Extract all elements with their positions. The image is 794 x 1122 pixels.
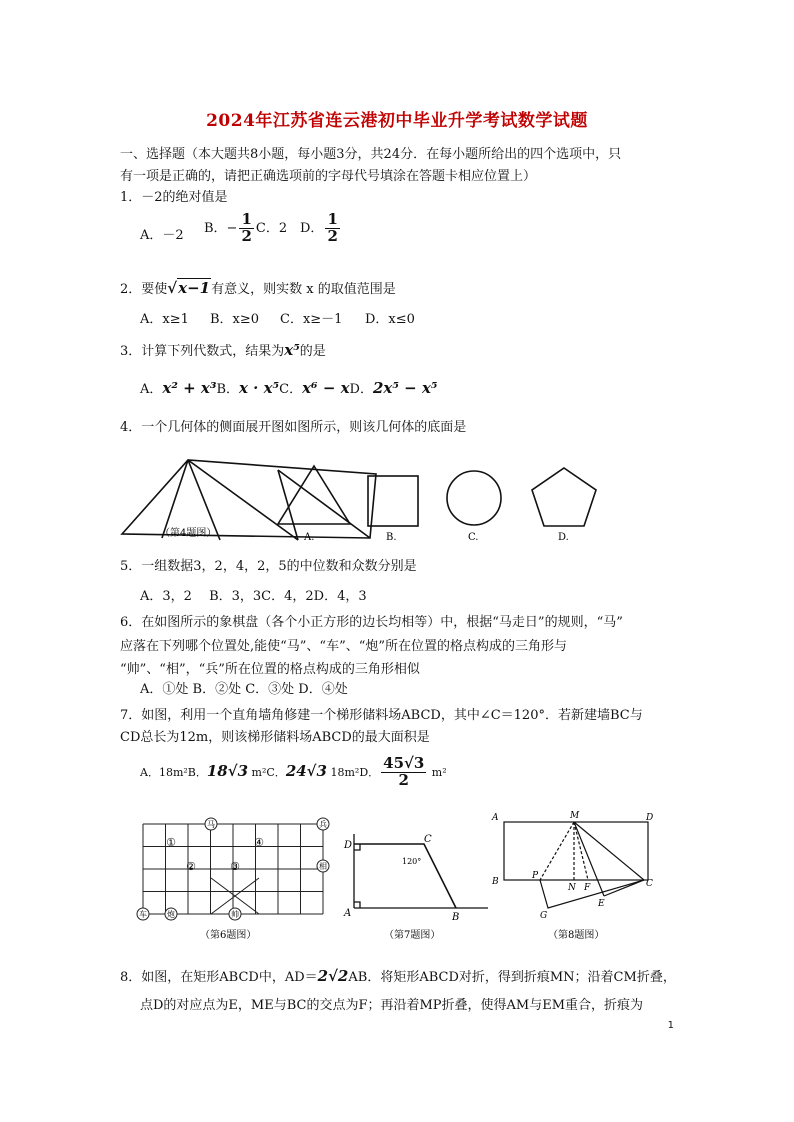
fig8-label-c: C: [646, 879, 653, 889]
mark-3: ③: [230, 860, 240, 873]
q8-line1-post: AB．将矩形ABCD对折，得到折痕MN；沿着CM折叠，: [348, 970, 676, 985]
net-edge-5: [278, 470, 370, 538]
fig7-caption: （第7题图）: [384, 930, 441, 941]
q4-caption: （第4题图）: [160, 528, 217, 539]
fig8-caption: （第8题图）: [548, 930, 605, 941]
q7-option-a: A．18m²B．: [140, 765, 207, 779]
q3-stem-pre: 3．计算下列代数式，结果为: [120, 344, 285, 359]
section-instructions-line2: 有一项是正确的，请把正确选项前的字母代号填涂在答题卡相应位置上）: [120, 169, 537, 184]
q1-d-denominator: 2: [327, 226, 338, 245]
q7-d-denominator: 2: [398, 770, 409, 789]
label-b: B: [452, 912, 460, 923]
q1-option-b-prefix: B．−: [204, 220, 238, 236]
fig8-label-f: F: [584, 883, 591, 893]
q1-option-d-fraction: [325, 212, 339, 245]
q1-b-numerator: 1: [241, 210, 252, 228]
q7-c-expr: 24√3: [285, 761, 327, 780]
q3-stem-post: 的是: [299, 344, 326, 359]
q1-option-b-fraction: [239, 212, 253, 245]
q4-label-c: C.: [468, 532, 479, 543]
q3-a-label: A．: [140, 382, 163, 397]
mark-2: ②: [186, 860, 196, 873]
q6-line3: “帅”、“相”，“兵”所在位置的格点构成的三角形相似: [120, 662, 420, 677]
fig6-caption: （第6题图）: [200, 930, 257, 941]
piece-shuai: 帅: [231, 910, 239, 919]
q6-line2: 应落在下列哪个位置处,能使“马”、“车”、“炮”所在位置的格点构成的三角形与: [120, 639, 568, 654]
section-instructions-line1: 一、选择题（本大题共8小题，每小题3分，共24分．在每小题所给出的四个选项中，只: [120, 147, 622, 162]
q3-d-label: D．: [349, 382, 373, 397]
q7-line1: 7．如图，利用一个直角墙角修建一个梯形储料场ABCD，其中∠C＝120°．若新建墙BC与: [120, 708, 643, 723]
line-ec: [604, 880, 644, 896]
q1-option-d: [300, 212, 342, 245]
q2-stem-pre: 2．要使: [120, 282, 168, 297]
fig8-label-n: N: [568, 883, 576, 893]
fig6-chessboard: [130, 808, 340, 944]
net-outline: [122, 460, 376, 538]
q4-label-d: D.: [558, 532, 569, 543]
q7-line2: CD总长为12m，则该梯形储料场ABCD的最大面积是: [120, 730, 430, 745]
mark-4: ④: [254, 836, 264, 849]
q2-option-c: C．x≥－1: [280, 312, 343, 327]
piece-pao: 炮: [167, 910, 175, 919]
option-d-pentagon: [532, 468, 596, 526]
q1-d-numerator: 1: [327, 210, 338, 228]
q3-c-label: C．: [279, 382, 303, 397]
q6-options: A．①处 B．②处 C．③处 D．④处: [140, 682, 348, 697]
q3-b-expr: x · x⁵: [239, 379, 280, 397]
q7-c-unit: 18m²D．: [326, 765, 380, 779]
q1-option-d-prefix: D．: [300, 220, 324, 236]
fig8-label-e: E: [598, 899, 605, 909]
new-wall-dcb: [354, 844, 456, 908]
q8-line1-expr: 2√2: [317, 967, 349, 985]
q2-option-a: A．x≥1: [140, 312, 189, 327]
piece-bing: 兵: [319, 820, 327, 829]
q4-label-b: B.: [386, 532, 397, 543]
mark-1: ①: [166, 836, 176, 849]
fig8-label-m: M: [570, 811, 580, 821]
q2-stem: [120, 278, 396, 297]
q2-sqrt-expr: √x−1: [167, 279, 211, 297]
label-a: A: [344, 908, 352, 919]
line-pgc: [540, 880, 644, 908]
fig7-trapezoid: [340, 828, 490, 944]
q2-option-d: D．x≤0: [365, 312, 415, 327]
q3-options: [140, 378, 437, 397]
q3-a-expr: x² + x³: [162, 379, 217, 397]
q3-stem: [120, 340, 326, 359]
q3-d-expr: 2x⁵ − x⁵: [372, 379, 438, 397]
q1-b-denominator: 2: [241, 226, 252, 245]
q3-b-label: B．: [216, 382, 239, 397]
q5-stem: 5．一组数据3，2，4，2，5的中位数和众数分别是: [120, 559, 417, 574]
angle-label: 120°: [402, 857, 422, 866]
rect-abcd: [504, 822, 648, 880]
q7-d-unit: m²: [428, 765, 447, 779]
q8-line1: [120, 966, 676, 985]
fold-mp: [540, 822, 574, 880]
q2-radicand: x−1: [178, 279, 211, 297]
option-c-circle: [447, 471, 501, 525]
page-number: 1: [667, 1020, 674, 1031]
q7-b-expr: 18√3: [206, 761, 249, 780]
net-edge-4: [278, 470, 298, 540]
q4-figure: [118, 442, 618, 546]
fig8-label-b: B: [492, 877, 499, 887]
q1-option-a: A．－2: [140, 228, 184, 243]
right-angle-mark-d: [354, 844, 360, 850]
q3-c-expr: x⁶ − x: [302, 379, 350, 397]
q4-label-a: A.: [304, 532, 315, 543]
q1-option-c: C．2: [255, 220, 288, 236]
q6-line1: 6．在如图所示的象棋盘（各个小正方形的边长均相等）中，根据“马走日”的规则，“马”: [120, 615, 623, 630]
piece-ma: 马: [207, 820, 215, 829]
page-title: 2024年江苏省连云港初中毕业升学考试数学试题: [206, 111, 588, 131]
q7-d-numerator: 45√3: [383, 754, 425, 772]
label-c: C: [424, 834, 432, 845]
fold-cm: [574, 822, 644, 880]
piece-che: 车: [139, 910, 147, 919]
q7-b-unit: m²C．: [248, 765, 286, 779]
q1-option-b: [204, 212, 287, 245]
q7-d-fraction: [381, 756, 426, 789]
fig8-label-d: D: [646, 813, 654, 823]
q1-stem: 1．－2的绝对值是: [120, 190, 228, 205]
fig8-label-g: G: [540, 911, 548, 921]
right-angle-mark-a: [354, 902, 360, 908]
q5-options: A．3，2 B．3，3C．4，2D．4，3: [140, 589, 367, 604]
q2-option-b: B．x≥0: [210, 312, 260, 327]
fig8-rectangle: [490, 808, 660, 944]
q8-line1-pre: 8．如图，在矩形ABCD中，AD＝: [120, 970, 318, 985]
net-edge-1: [162, 460, 188, 538]
fig8-label-a: A: [492, 813, 499, 823]
q4-stem: 4．一个几何体的侧面展开图如图所示，则该几何体的底面是: [120, 420, 467, 435]
q8-line2: 点D的对应点为E，ME与BC的交点为F；再沿着MP折叠，使得AM与EM重合，折痕为: [140, 998, 644, 1013]
q2-stem-post: 有意义，则实数 x 的取值范围是: [211, 282, 396, 297]
label-d: D: [344, 840, 353, 851]
piece-xiang: 相: [319, 862, 327, 871]
q7-options: [140, 756, 447, 789]
fig8-label-p: P: [532, 871, 539, 881]
q3-stem-expr: x⁵: [284, 341, 300, 359]
